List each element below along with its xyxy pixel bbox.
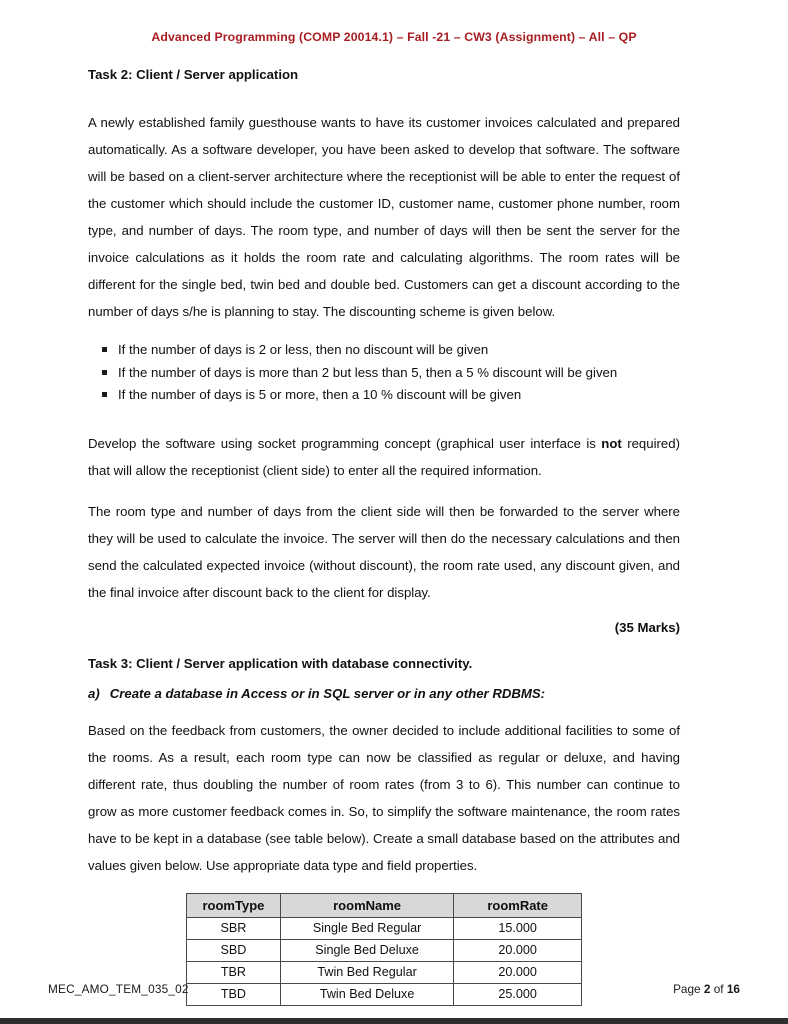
cell-roomrate: 25.000: [454, 983, 582, 1005]
list-item: [102, 384, 680, 406]
document-body: [88, 66, 680, 1006]
task2-paragraph-2-before: Develop the software using socket programming concept (graphical user interface is: [88, 435, 602, 451]
list-item-label: If the number of days is 5 or more, then a 10 % discount will be given: [118, 387, 522, 403]
task3-heading: Task 3: Client / Server application with database connectivity.: [88, 655, 473, 671]
task2-paragraph-3: The room type and number of days from the client side will then be forwarded to the server where they will be used to calculate the invoice. The server will then do the necessary calculations and then send the calculated expected invoice (without discount), the room rate used, any discount given, and the final invoice after discount back to the client for display.: [88, 503, 680, 600]
table-row: [187, 939, 582, 961]
task2-paragraph-2-after: required) that will allow the receptionist (client side) to enter all the required information.: [88, 435, 680, 478]
list-item: [102, 339, 680, 361]
task3-item-a: [88, 686, 680, 701]
task3-item-a-marker: a): [88, 685, 100, 701]
list-item-label: If the number of days is 2 or less, then no discount will be given: [118, 342, 489, 358]
document-footer: [48, 982, 740, 996]
column-header-roomrate: roomRate: [454, 893, 582, 917]
column-header-roomtype: roomType: [187, 893, 281, 917]
cell-roomrate: 20.000: [454, 939, 582, 961]
task2-paragraph-1: A newly established family guesthouse wants to have its customer invoices calculated and prepared automatically. As a software developer, you have been asked to develop that software. The software will be based on a client-server architecture where the receptionist will be able to enter the request of the customer which should include the customer ID, customer name, customer phone number, room type, and number of days. The room type, and number of days will then be sent the server for the invoice calculations as it holds the room rate and calculating algorithms. The room rates will be different for the single bed, twin bed and double bed. Customers can get a discount according to the number of days s/he is planning to stay. The discounting scheme is given below.: [88, 115, 680, 320]
discount-scheme-list: [88, 339, 680, 406]
footer-page-total: 16: [726, 982, 740, 996]
cell-roomrate: 15.000: [454, 917, 582, 939]
footer-page-current: 2: [703, 982, 711, 996]
task2-paragraph-2: [88, 430, 680, 484]
footer-document-id: MEC_AMO_TEM_035_02: [48, 982, 189, 996]
table-header-row: [187, 893, 582, 917]
cell-roomtype: SBD: [187, 939, 281, 961]
task2-emphasis-not: not: [601, 435, 622, 451]
task2-marks: (35 Marks): [614, 619, 680, 635]
table-row: [187, 917, 582, 939]
table-row: [187, 961, 582, 983]
cell-roomtype: TBR: [187, 961, 281, 983]
cell-roomname: Twin Bed Deluxe: [280, 983, 453, 1005]
list-item: [102, 362, 680, 384]
square-bullet-icon: [102, 392, 107, 397]
square-bullet-icon: [102, 347, 107, 352]
cell-roomrate: 20.000: [454, 961, 582, 983]
task3-item-a-label: Create a database in Access or in SQL server or in any other RDBMS:: [109, 685, 546, 701]
task3-paragraph-1: Based on the feedback from customers, the owner decided to include additional facilities to some of the rooms. As a result, each room type can now be classified as regular or deluxe, and having different rate, thus doubling the number of room rates (from 3 to 6). This number can continue to grow as more customer feedback comes in. So, to simplify the software maintenance, the room rates have to be kept in a database (see table below). Create a small database based on the attributes and values given below. Use appropriate data type and field properties.: [88, 722, 680, 873]
running-header-title: Advanced Programming (COMP 20014.1) – Fall -21 – CW3 (Assignment) – All – QP: [151, 30, 637, 44]
cell-roomname: Single Bed Deluxe: [280, 939, 453, 961]
cell-roomname: Single Bed Regular: [280, 917, 453, 939]
cell-roomtype: SBR: [187, 917, 281, 939]
footer-page-label: Page: [673, 982, 701, 996]
column-header-roomname: roomName: [280, 893, 453, 917]
list-item-label: If the number of days is more than 2 but less than 5, then a 5 % discount will be given: [118, 364, 618, 380]
footer-page-number: [673, 982, 740, 996]
task2-heading: Task 2: Client / Server application: [88, 67, 299, 82]
page-bottom-edge: [0, 1018, 788, 1024]
cell-roomname: Twin Bed Regular: [280, 961, 453, 983]
footer-page-of: of: [713, 982, 724, 996]
cell-roomtype: TBD: [187, 983, 281, 1005]
square-bullet-icon: [102, 370, 107, 375]
